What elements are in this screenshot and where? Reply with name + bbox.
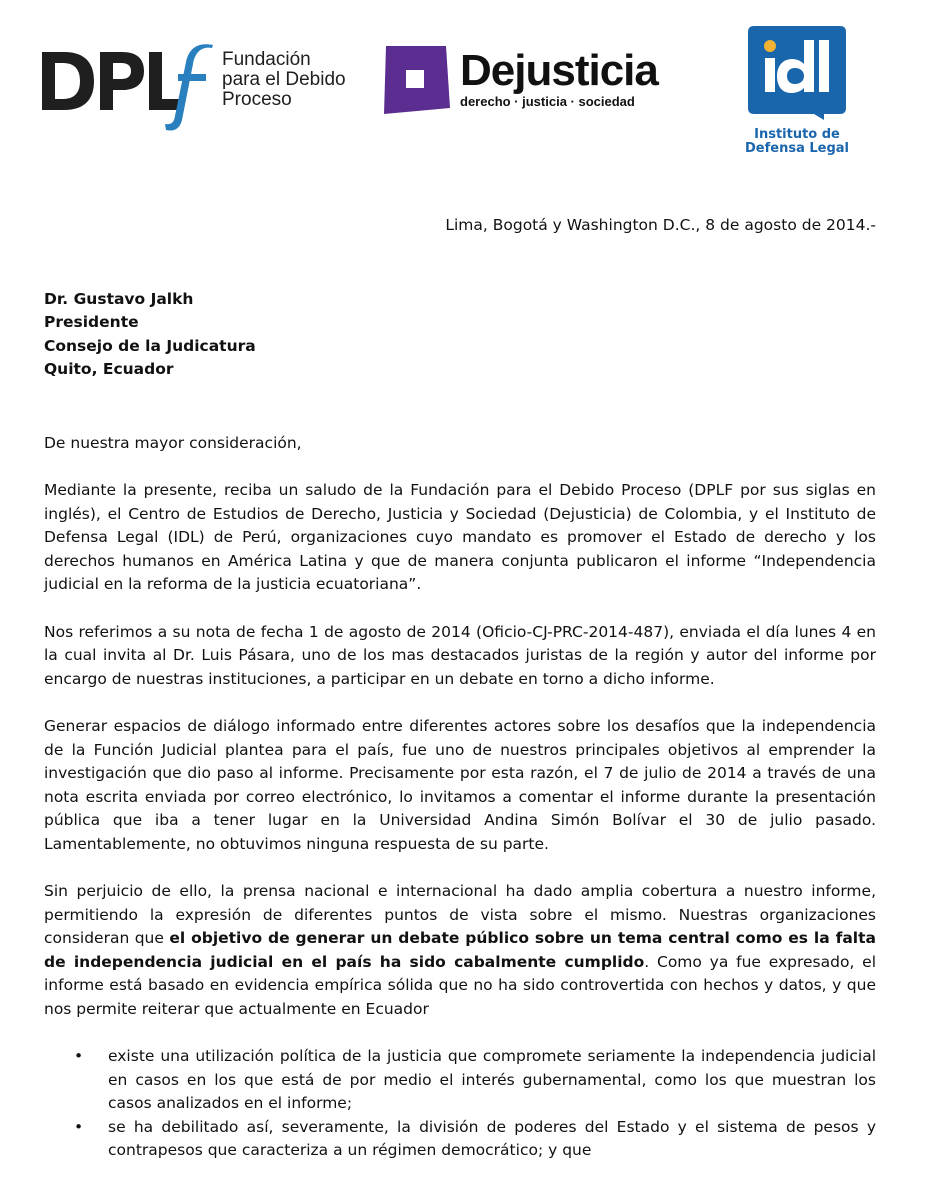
letter-body: [44, 212, 876, 1163]
dateline: Lima, Bogotá y Washington D.C., 8 de agosto de 2014.-: [445, 216, 876, 234]
paragraph-4-end: . Como ya fue expresado, el informe está basado en evidencia empírica sólida que no ha sido controvertida con hechos y datos, y que nos permite reiterar que actualmente en Ecuador: [44, 952, 877, 1018]
idl-line-2: Defensa Legal: [745, 141, 850, 156]
idl-logo: [745, 26, 855, 160]
list-item-text: existe una utilización política de la justicia que compromete seriamente la independencia judicial en casos en los que está de por medio el interés gubernamental, como los que muestran los casos analizados en el informe;: [108, 1047, 876, 1112]
dejusticia-square-icon: [380, 44, 452, 116]
paragraph-3: Generar espacios de diálogo informado entre diferentes actores sobre los desafíos que la independencia de la Función Judicial plantea para el país, fue uno de nuestros principales objetivos al emprender la investigación que dio paso al informe. Precisamente por esta razón, el 7 de julio de 2014 a través de una nota escrita enviada por correo electrónico, lo invitamos a comentar el informe durante la presentación pública que iba a tener lugar en la Universidad Andina Simón Bolívar el 30 de julio pasado. Lamentablemente, no obtuvimos ninguna respuesta de su parte.: [44, 717, 876, 853]
list-item: [44, 1116, 876, 1163]
recipient-address: [44, 288, 876, 382]
idl-name: [745, 128, 849, 156]
salutation: De nuestra mayor consideración,: [44, 433, 302, 452]
list-item: [44, 1045, 876, 1116]
recipient-organization: Consejo de la Judicatura: [44, 336, 256, 355]
dplf-logo: [42, 44, 362, 136]
paragraph-4: [44, 880, 876, 1021]
dplf-wordmark-icon: [42, 44, 222, 136]
bullet-icon: •: [74, 1047, 84, 1065]
bullet-icon: •: [74, 1117, 84, 1136]
paragraph-2: Nos referimos a su nota de fecha 1 de agosto de 2014 (Oficio-CJ-PRC-2014-487), enviada el día lunes 4 en la cual invita al Dr. Luis Pásara, uno de los mas destacados juristas de la región y autor del informe por encargo de nuestras instituciones, a participar en un debate en torno a dicho informe.: [44, 622, 876, 688]
recipient-location: Quito, Ecuador: [44, 360, 174, 378]
dplf-line-2: para el Debido: [222, 69, 346, 90]
idl-badge-icon: [748, 26, 846, 120]
paragraph-1: Mediante la presente, reciba un saludo de la Fundación para el Debido Proceso (DPLF por sus siglas en inglés), el Centro de Estudios de Derecho, Justicia y Sociedad (Dejusticia) de Colombia, y el Instituto de Defensa Legal (IDL) de Perú, organizaciones cuyo mandato es promover el Estado de derecho y los derechos humanos en América Latina y que de manera conjunta publicaron el informe “Independencia judicial en la reforma de la justicia ecuatoriana”.: [44, 481, 876, 593]
paragraph-4-start: Sin perjuicio de ello, la prensa nacional e internacional ha dado amplia cobertura a nuestro informe, permitiendo la expresión de diferentes puntos de vista sobre el mismo. Nuestras organizaciones consideran que: [44, 882, 876, 947]
recipient-title: Presidente: [44, 313, 139, 331]
recipient-name: Dr. Gustavo Jalkh: [44, 289, 194, 308]
list-item-text: se ha debilitado así, severamente, la división de poderes del Estado y el sistema de pesos y contrapesos que caracteriza a un régimen democrático; y que: [108, 1117, 876, 1159]
idl-line-1: Instituto de: [754, 127, 840, 142]
dplf-line-1: Fundación: [222, 49, 311, 70]
dplf-line-3: Proceso: [222, 89, 292, 110]
dejusticia-logo: [380, 44, 670, 120]
bullet-list: [44, 1045, 876, 1163]
dejusticia-name: Dejusticia: [460, 46, 658, 95]
paragraph-4-bold: el objetivo de generar un debate público sobre un tema central como es la falta de independencia judicial en el país ha sido cabalmente cumplido: [44, 929, 876, 971]
dejusticia-tagline: derecho · justicia · sociedad: [460, 94, 635, 109]
logo-header: [0, 0, 927, 170]
dplf-name: [222, 50, 346, 110]
